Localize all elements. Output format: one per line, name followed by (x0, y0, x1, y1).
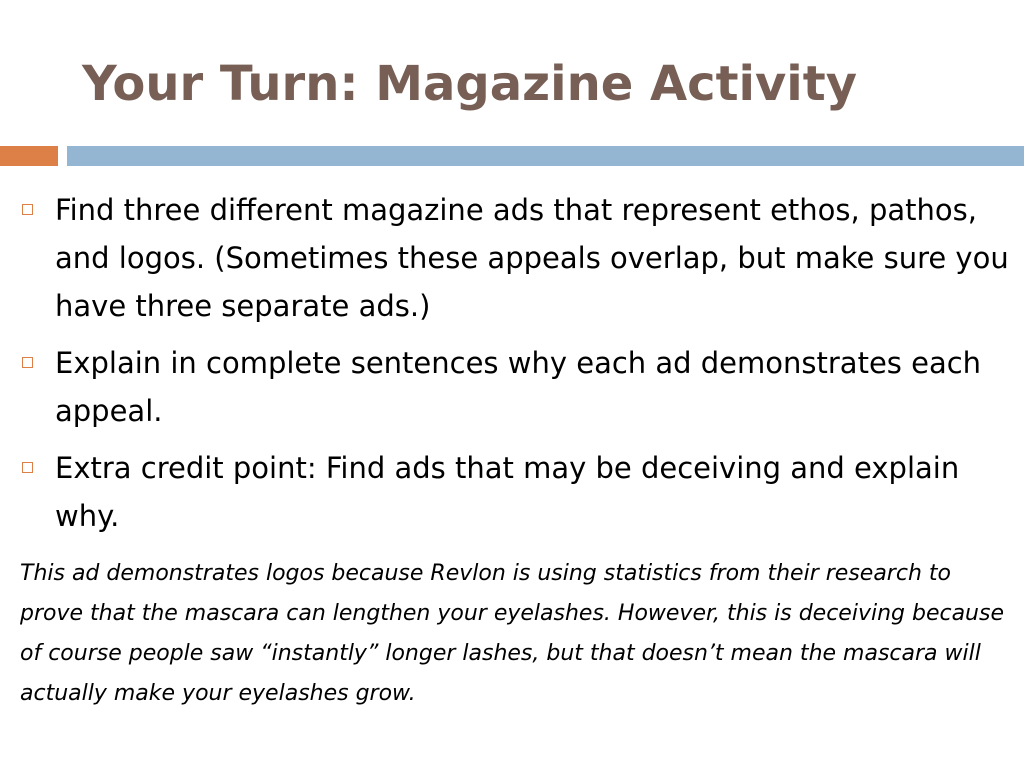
title-rule (67, 146, 1024, 166)
bullet-text: Find three different magazine ads that represent ethos, pathos, and logos. (Sometimes these appeals overlap, but make sure you have three separate ads.) (55, 193, 1009, 323)
bullet-item (20, 186, 1010, 330)
explanation-note: This ad demonstrates logos because Revlon is using statistics from their research to prove that the mascara can lengthen your eyelashes. However, this is deceiving because of course people saw “instantly” longer lashes, but that doesn’t mean the mascara will actually make your eyelashes grow. (20, 561, 1004, 706)
square-bullet-icon (22, 357, 33, 368)
bullet-item (20, 339, 1010, 435)
bullet-item (20, 444, 1010, 540)
bullet-text: Explain in complete sentences why each ad demonstrates each appeal. (55, 346, 982, 428)
bullet-list (20, 186, 1010, 549)
square-bullet-icon (22, 204, 33, 215)
square-bullet-icon (22, 462, 33, 473)
bullet-text: Extra credit point: Find ads that may be deceiving and explain why. (55, 451, 960, 533)
slide-title: Your Turn: Magazine Activity (82, 56, 857, 112)
title-rule-accent (0, 146, 58, 166)
